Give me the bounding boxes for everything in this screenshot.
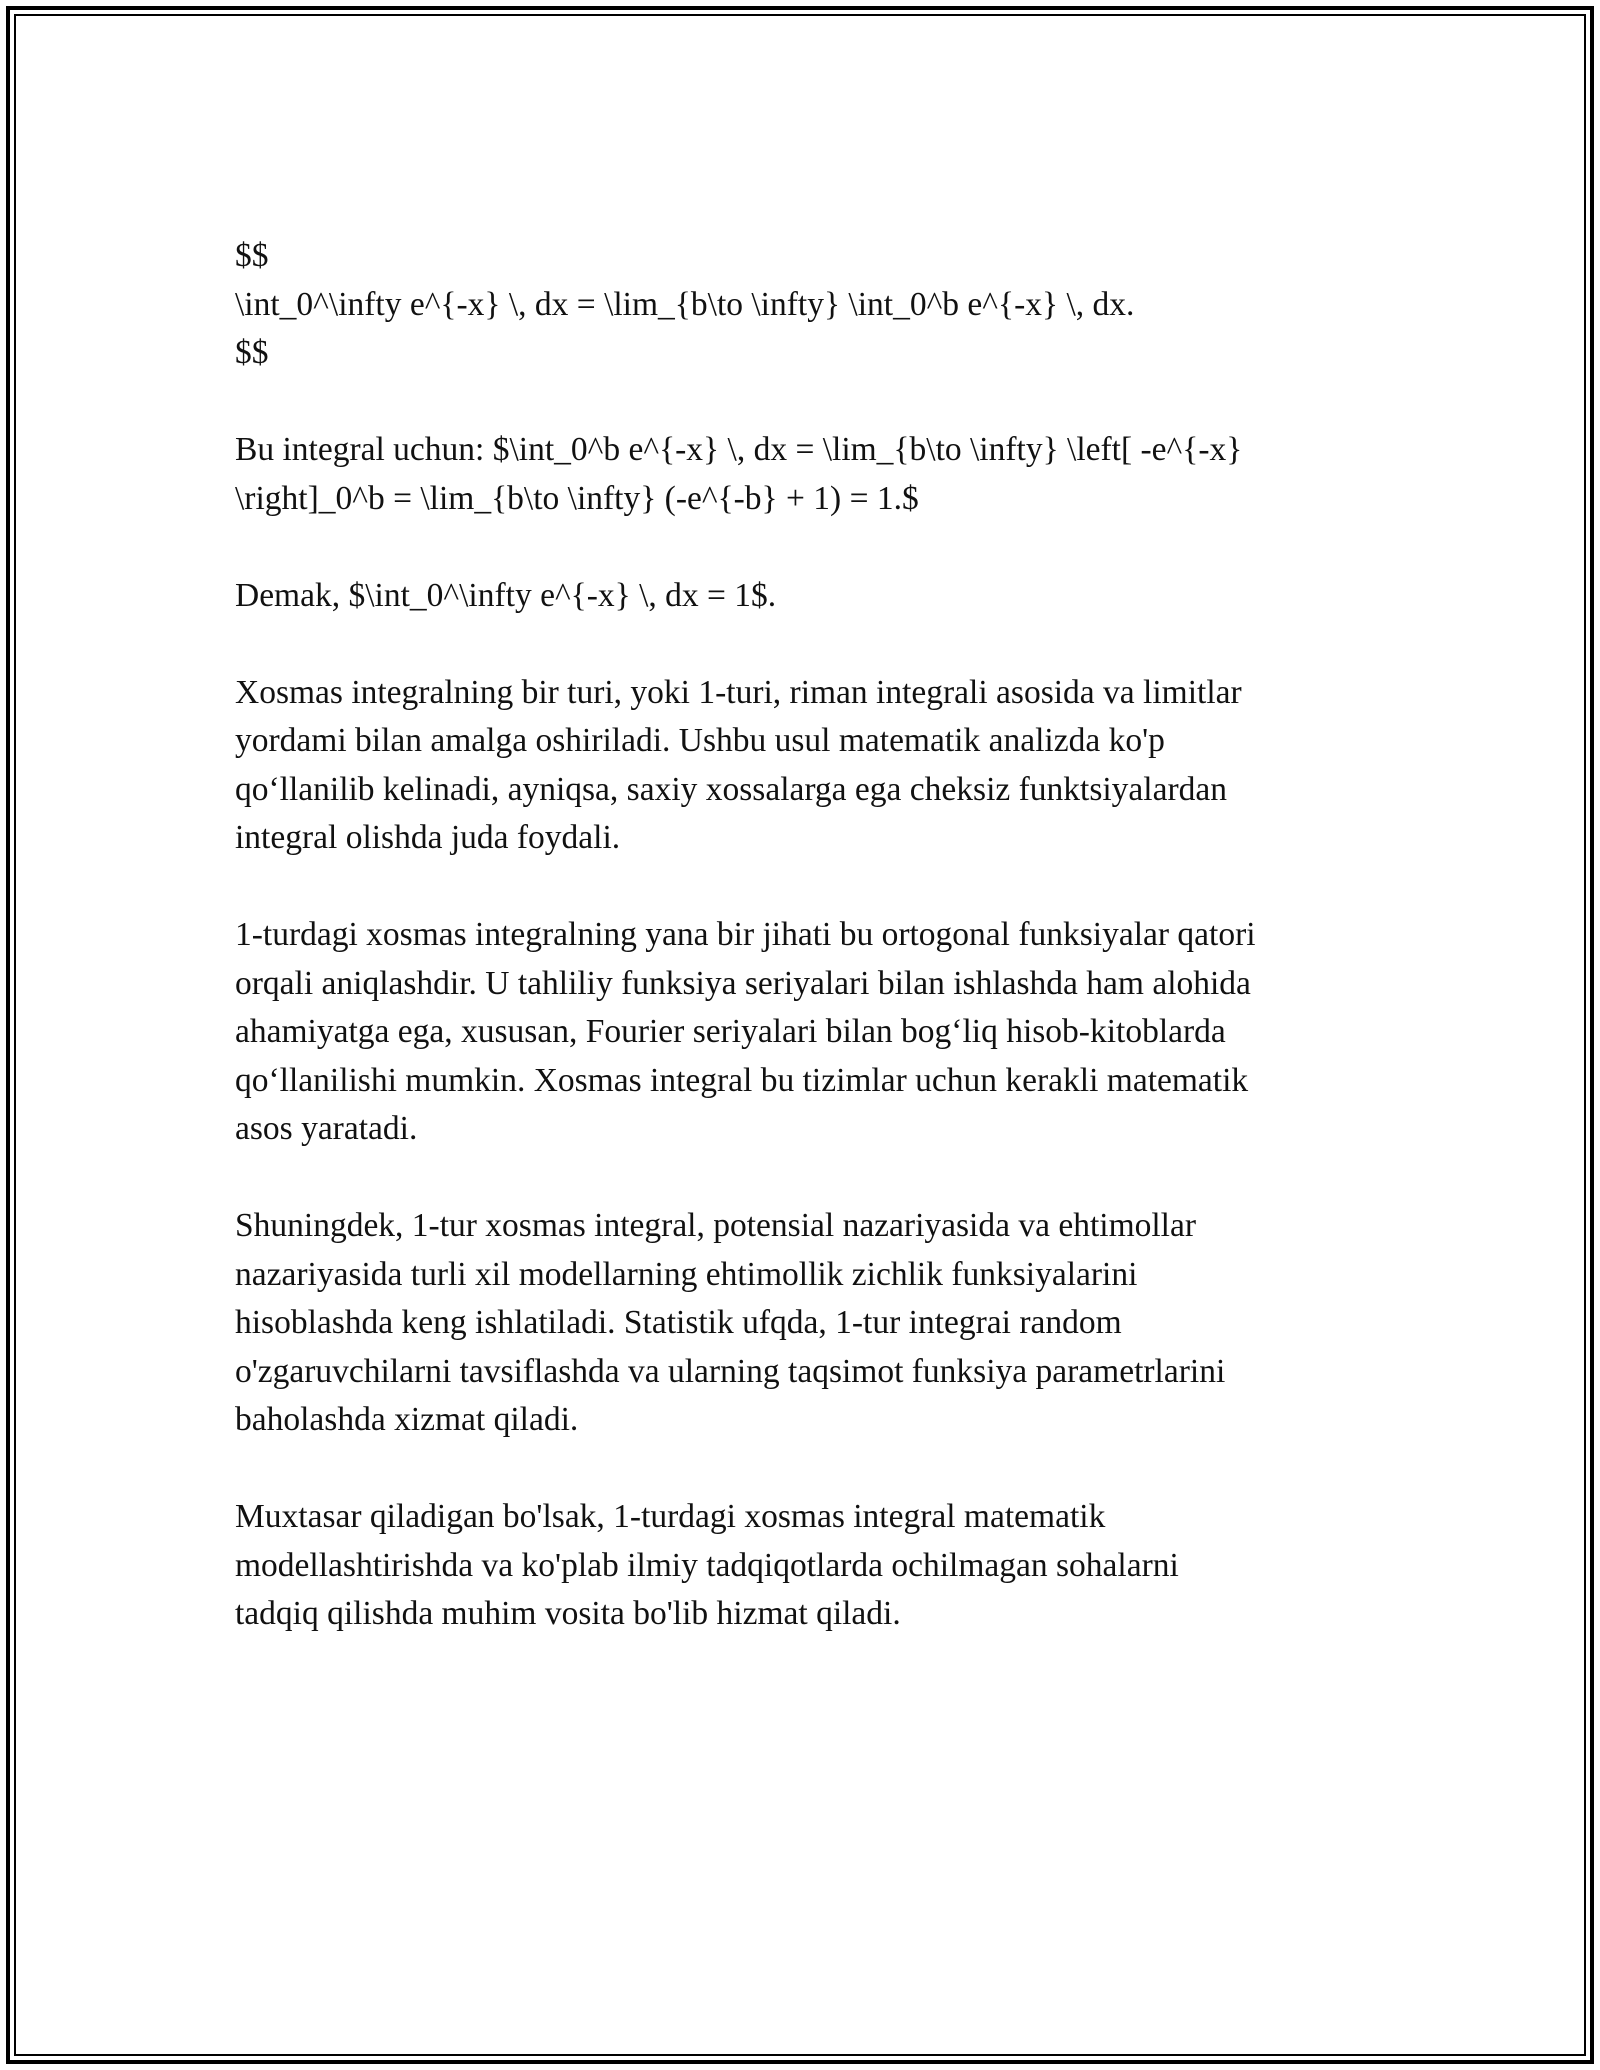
text-line: Muxtasar qiladigan bo'lsak, 1-turdagi xosmas integral matematik	[235, 1498, 1106, 1535]
math-block-integral	[235, 232, 1375, 378]
text-line: qo‘llanilib kelinadi, ayniqsa, saxiy xossalarga ega cheksiz funktsiyalardan	[235, 770, 1227, 808]
text-line: Shuningdek, 1-tur xosmas integral, potensial nazariyasida va ehtimollar	[235, 1207, 1197, 1244]
text-line: ahamiyatga ega, xususan, Fourier seriyalari bilan bog‘liq hisob-kitoblarda	[235, 1013, 1226, 1050]
document-body	[235, 232, 1375, 1687]
paragraph-integral-evaluation	[235, 426, 1375, 523]
math-delimiter-close: $$	[235, 334, 269, 371]
text-line: modellashtirishda va ko'plab ilmiy tadqiqotlarda ochilmagan sohalarni	[235, 1546, 1179, 1584]
text-line: hisoblashda keng ishlatiladi. Statistik ufqda, 1-tur integrai random	[235, 1304, 1122, 1341]
text-line: baholashda xizmat qiladi.	[235, 1401, 579, 1438]
text-line: o'zgaruvchilarni tavsiflashda va ularning taqsimot funksiya parametrlarini	[235, 1352, 1226, 1390]
paragraph-probability-applications	[235, 1202, 1375, 1445]
paragraph-definition	[235, 669, 1375, 863]
text-line: Bu integral uchun: $\int_0^b e^{-x} \, dx = \lim_{b\to \infty} \left[ -e^{-x}	[235, 431, 1243, 468]
text-line: qo‘llanilishi mumkin. Xosmas integral bu tizimlar uchun kerakli matematik	[235, 1061, 1249, 1099]
text-line: integral olishda juda foydali.	[235, 819, 621, 856]
math-expression: \int_0^\infty e^{-x} \, dx = \lim_{b\to \infty} \int_0^b e^{-x} \, dx.	[235, 285, 1135, 323]
text-line: orqali aniqlashdir. U tahliliy funksiya seriyalari bilan ishlashda ham alohida	[235, 964, 1251, 1002]
text-line: nazariyasida turli xil modellarning ehtimollik zichlik funksiyalarini	[235, 1255, 1138, 1293]
text-line: \right]_0^b = \lim_{b\to \infty} (-e^{-b} + 1) = 1.$	[235, 479, 919, 517]
text-line: yordami bilan amalga oshiriladi. Ushbu usul matematik analizda ko'p	[235, 722, 1165, 759]
text-line: tadqiq qilishda muhim vosita bo'lib hizmat qiladi.	[235, 1595, 901, 1632]
math-delimiter-open: $$	[235, 237, 269, 274]
paragraph-summary	[235, 1493, 1375, 1639]
paragraph-orthogonal-functions	[235, 911, 1375, 1154]
text-line: Demak, $\int_0^\infty e^{-x} \, dx = 1$.	[235, 576, 777, 614]
text-line: asos yaratadi.	[235, 1110, 418, 1147]
text-line: Xosmas integralning bir turi, yoki 1-turi, riman integrali asosida va limitlar	[235, 673, 1242, 711]
paragraph-conclusion	[235, 572, 1375, 621]
text-line: 1-turdagi xosmas integralning yana bir jihati bu ortogonal funksiyalar qatori	[235, 916, 1256, 953]
